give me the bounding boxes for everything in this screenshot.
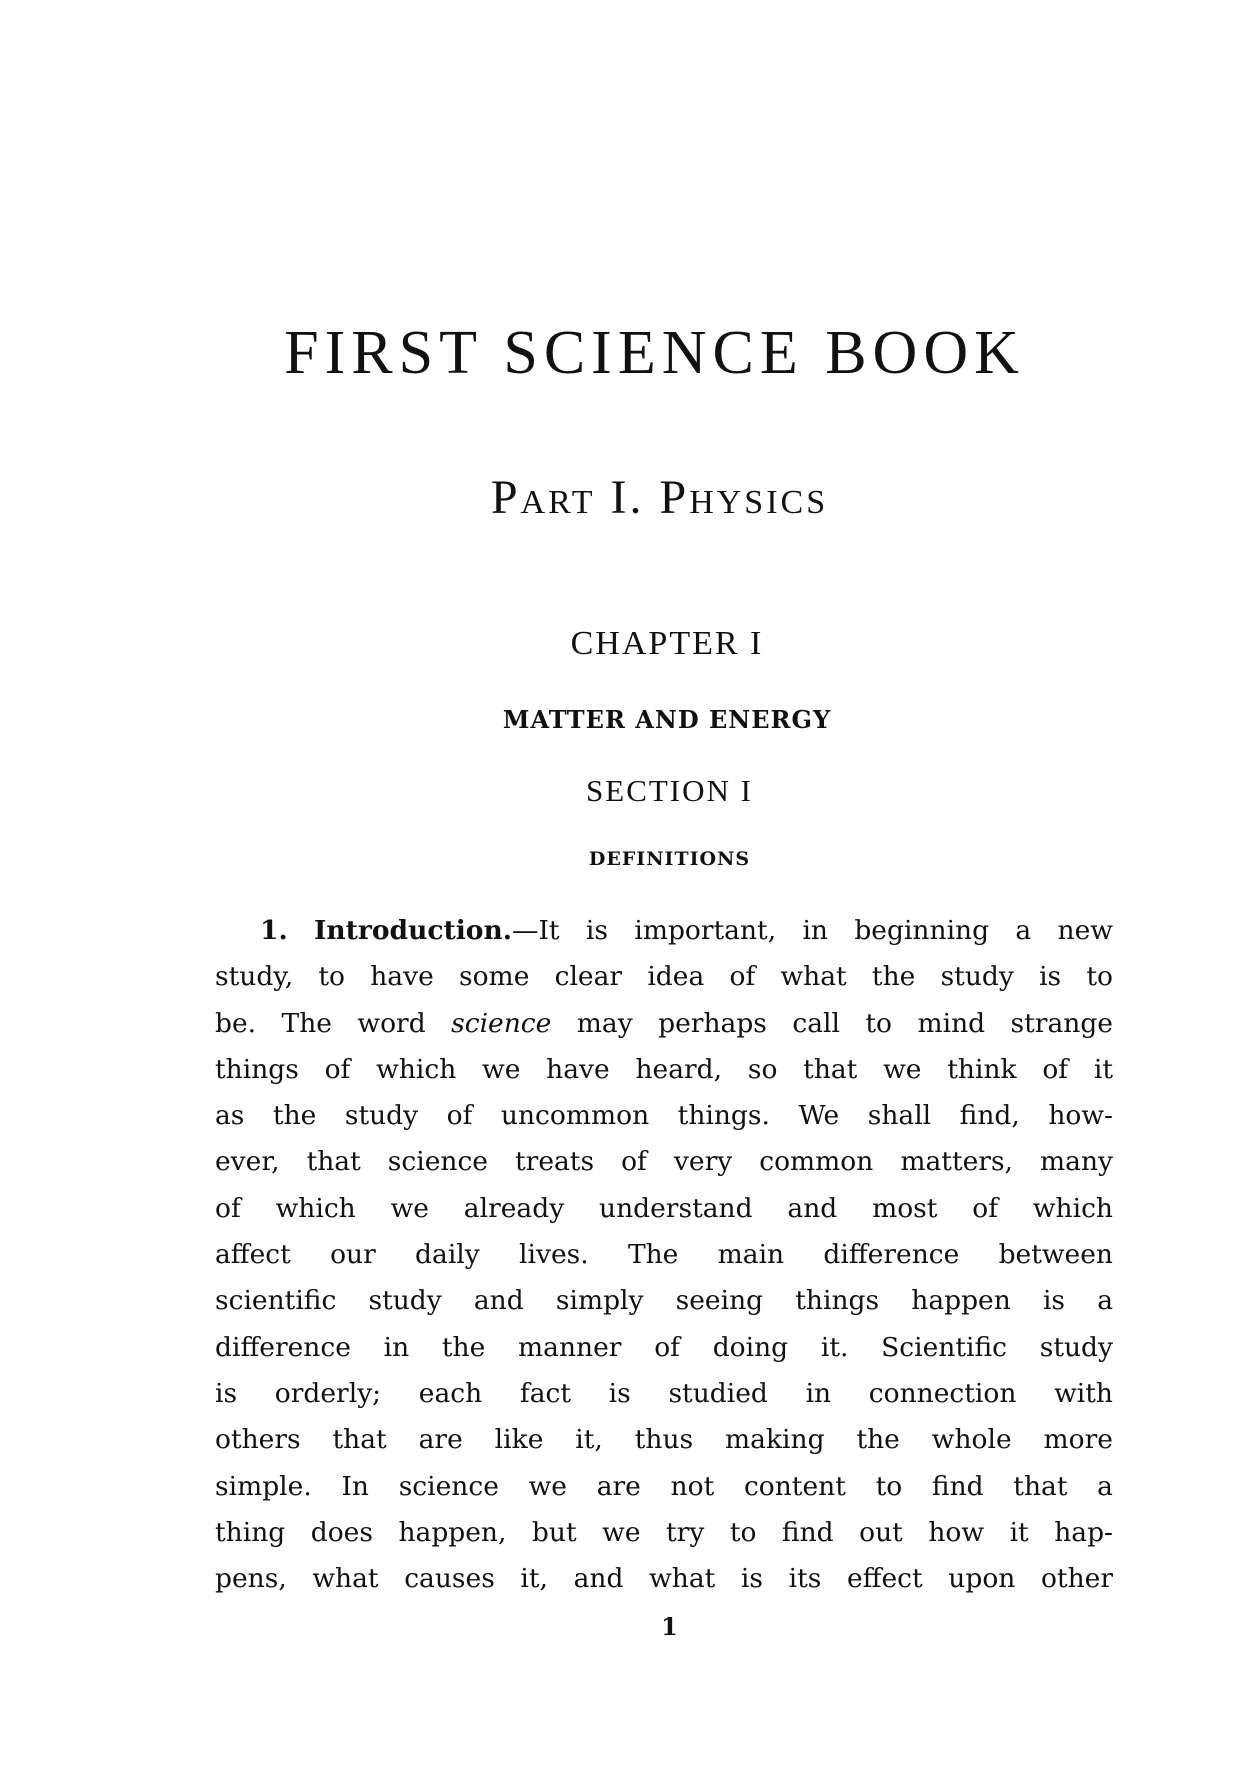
line-text: be. The word [215,1007,452,1039]
paragraph-heading: Introduction. [314,915,512,946]
body-paragraph [215,908,1113,1602]
paragraph-line: things of which we have heard, so that we think of it [215,1053,1113,1085]
paragraph-line: thing does happen, but we try to find out how it hap- [215,1516,1113,1548]
italic-word: science [451,1007,552,1039]
paragraph-line: others that are like it, thus making the whole more [215,1424,1113,1456]
paragraph-line: study, to have some clear idea of what the study is to [215,961,1113,993]
paragraph-line: pens, what causes it, and what is its effect upon other [215,1563,1113,1595]
chapter-subtitle: MATTER AND ENERGY [502,705,832,734]
paragraph-line: difference in the manner of doing it. Scientific study [215,1331,1113,1363]
paragraph-line: as the study of uncommon things. We shall find, how- [215,1100,1113,1132]
paragraph-line [215,1001,1113,1047]
paragraph-line: affect our daily lives. The main difference between [215,1239,1113,1271]
chapter-heading: CHAPTER I [570,625,764,662]
part-title: Part I. Physics [490,471,829,524]
line-text: may perhaps call to mind strange [551,1007,1113,1039]
paragraph-line: scientific study and simply seeing things happen is a [215,1285,1113,1317]
paragraph-first-line-text: It is important, in beginning a new [538,915,1113,946]
paragraph-line [215,908,1113,954]
paragraph-line: of which we already understand and most of which [215,1192,1113,1224]
section-subtitle: DEFINITIONS [588,848,751,870]
page-number: 1 [661,1612,678,1641]
paragraph-line: is orderly; each fact is studied in connection with [215,1377,1113,1409]
paragraph-dash: — [511,915,539,946]
section-heading: SECTION I [586,773,753,808]
paragraph-line: ever, that science treats of very common matters, many [215,1146,1113,1178]
paragraph-line: simple. In science we are not content to find that a [215,1470,1113,1502]
paragraph-number: 1. [260,915,288,946]
book-title: FIRST SCIENCE BOOK [284,319,1025,387]
